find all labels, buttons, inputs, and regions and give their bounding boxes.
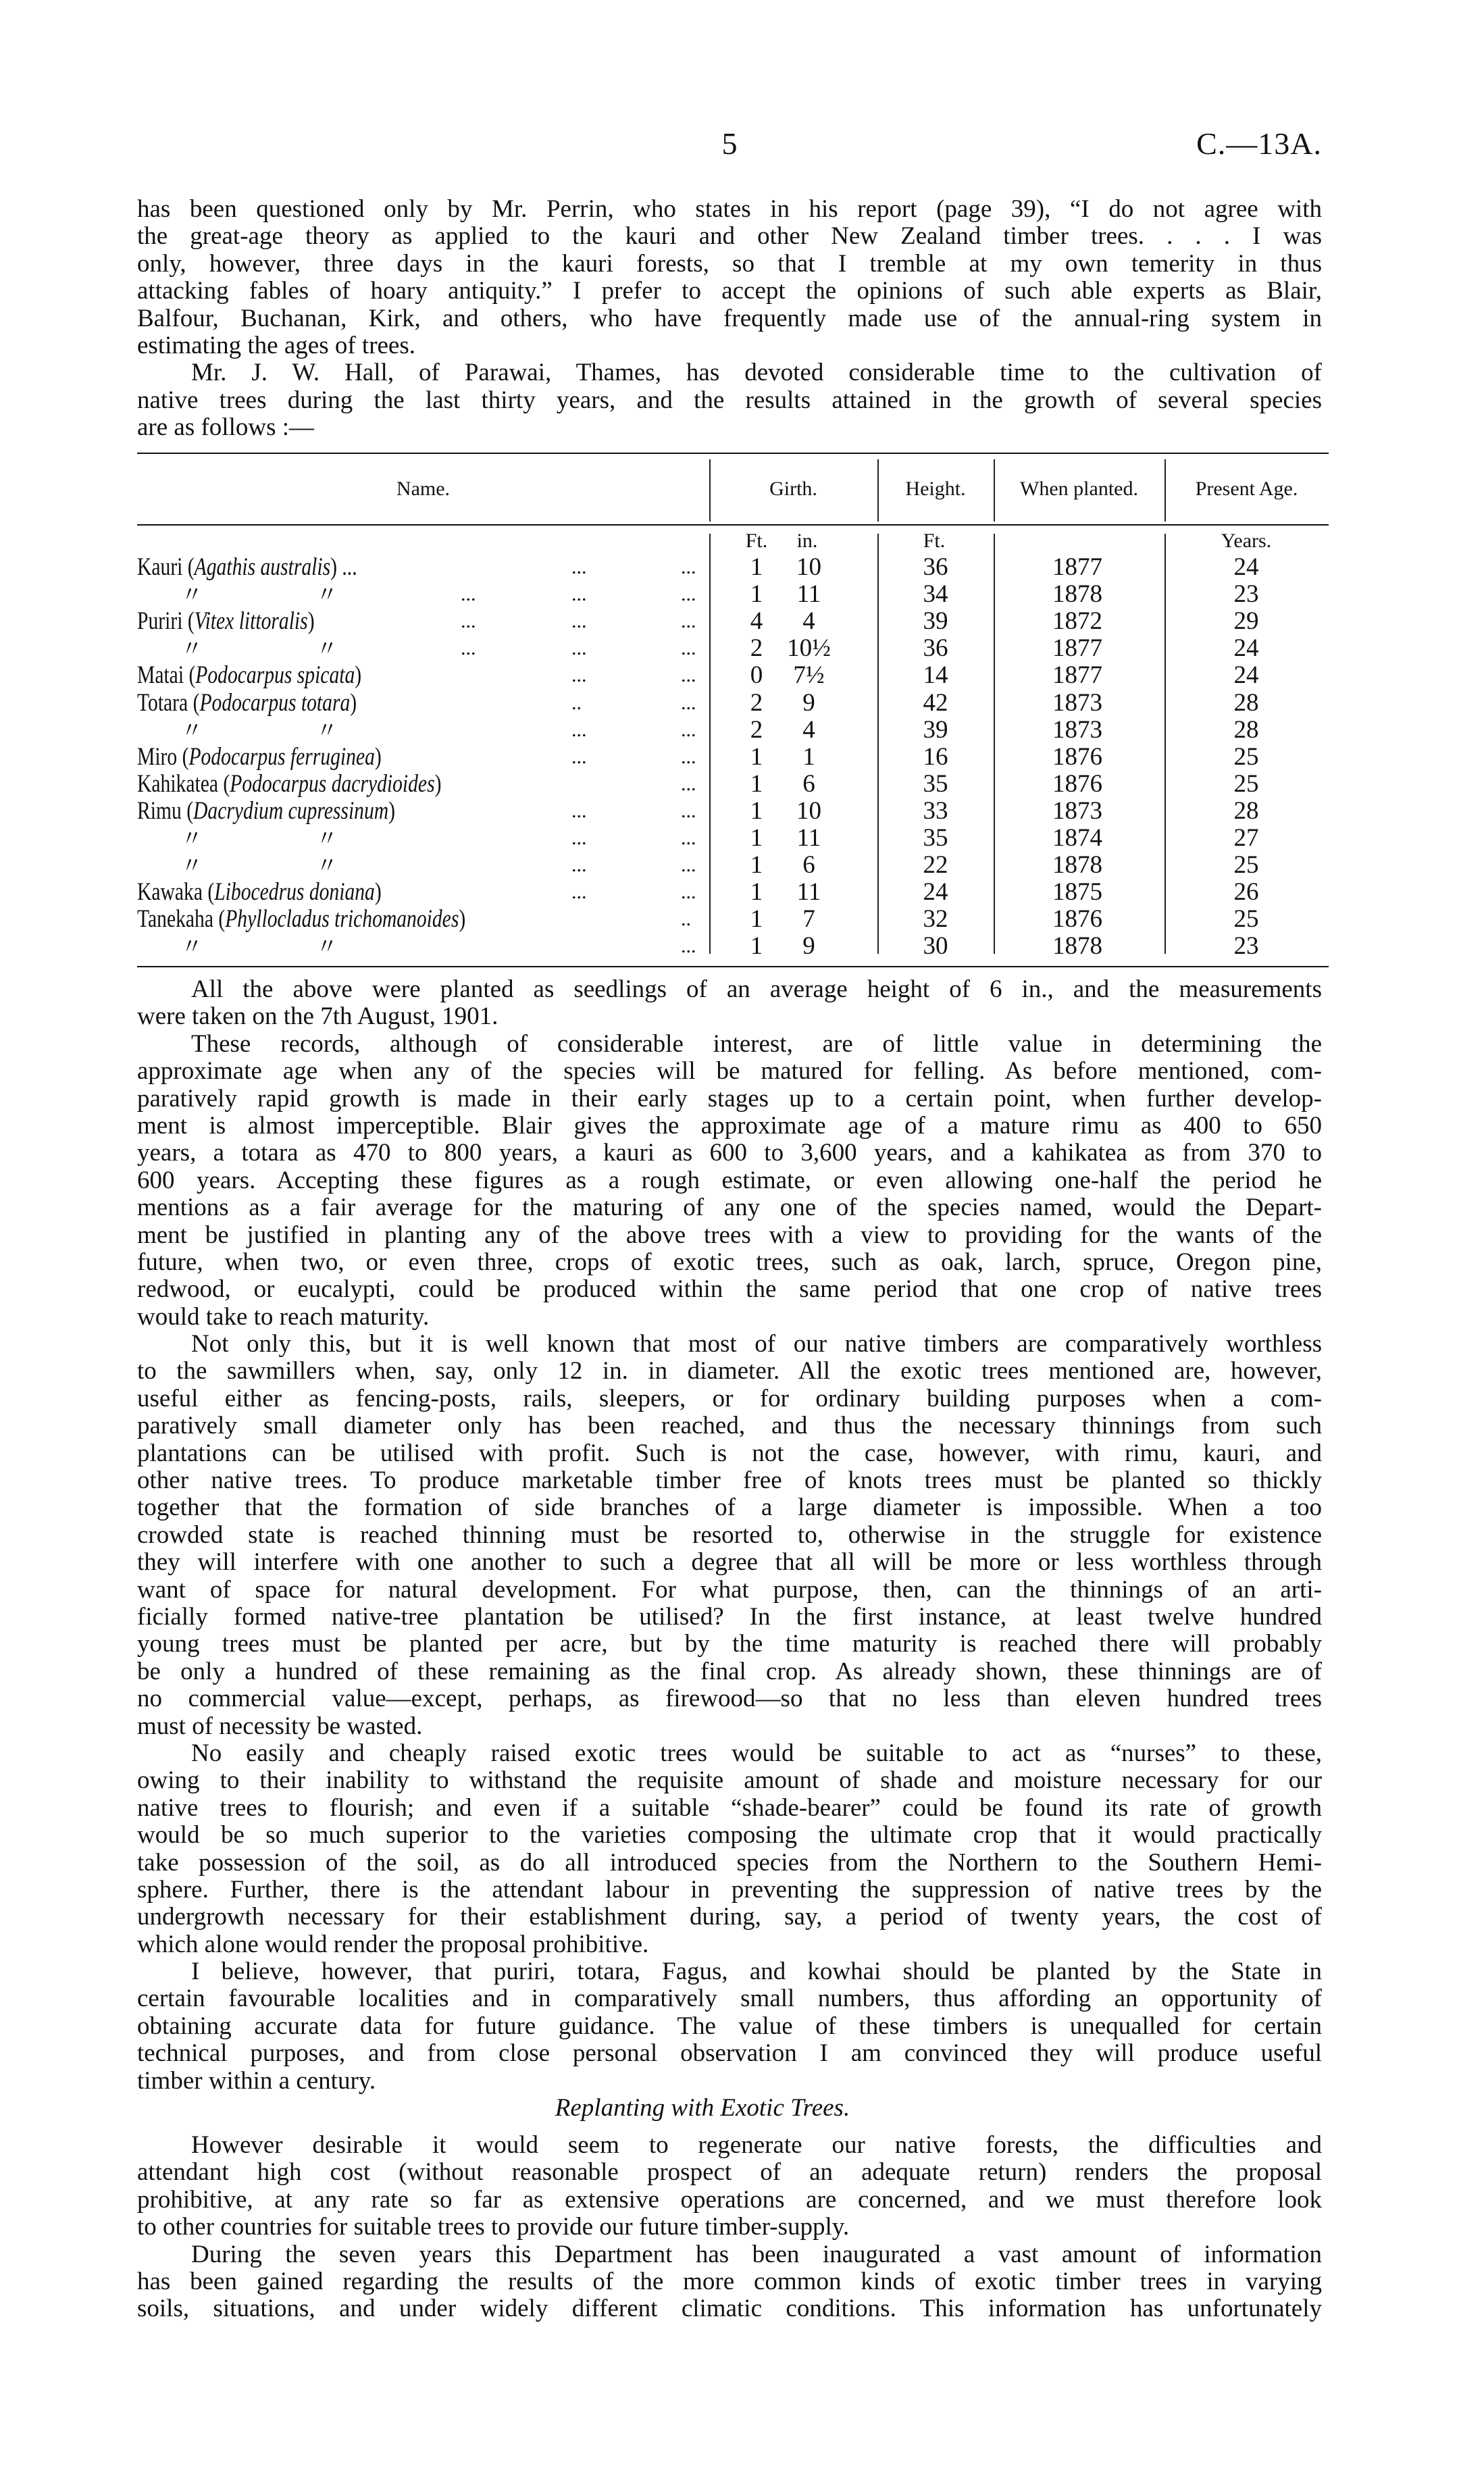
girth-inches: 4 [802, 715, 815, 744]
present-age: 23 [1233, 580, 1259, 609]
girth-inches: 11 [796, 878, 821, 907]
table-row [0, 933, 1484, 960]
year-planted: 1877 [1052, 661, 1102, 690]
leader-dots: ... [571, 881, 587, 904]
leader-dots: ... [571, 637, 587, 660]
girth-feet: 1 [750, 824, 763, 852]
text-line: prohibitive, at any rate so far as extensive operations are concerned, and we must therefore look [137, 2185, 1322, 2214]
year-planted: 1878 [1052, 851, 1102, 879]
girth-feet: 1 [750, 553, 763, 581]
height-feet: 39 [923, 607, 948, 636]
height-feet: 42 [923, 688, 948, 717]
common-name: Kahikatea ( [137, 769, 230, 798]
text-line: native trees to flourish; and even if a suitable “shade-bearer” could be found its rate of growth [137, 1793, 1322, 1822]
ditto-mark: 〃 [181, 853, 203, 878]
text-line: be only a hundred of these remaining as the final crop. As already shown, these thinnings are of [137, 1657, 1322, 1685]
text-line: owing to their inability to withstand the requisite amount of shade and moisture necessary for our [137, 1766, 1322, 1795]
girth-feet: 2 [750, 688, 763, 717]
leader-dots: ... [461, 583, 476, 606]
section-heading: Replanting with Exotic Trees. [555, 2094, 850, 2122]
paragraph [137, 976, 1322, 1031]
leader-dots: ... [681, 935, 696, 958]
species-name: Vitex littoralis [194, 607, 308, 636]
girth-inches: 1 [802, 742, 815, 771]
girth-inches: 9 [802, 688, 815, 717]
girth-inches: 6 [802, 851, 815, 879]
paragraph [137, 2241, 1322, 2323]
common-name: Miro ( [137, 742, 189, 771]
text-line: take possession of the soil, as do all introduced species from the Northern to the Southern Hemi- [137, 1848, 1322, 1877]
leader-dots: ... [571, 664, 587, 687]
girth-inches: 6 [802, 769, 815, 798]
text-line: attacking fables of hoary antiquity.” I prefer to accept the opinions of such able experts as Blair, [137, 277, 1322, 305]
text-line: attendant high cost (without reasonable prospect of an adequate return) renders the proposal [137, 2158, 1322, 2187]
common-name: Kawaka ( [137, 878, 215, 907]
name-suffix: ) [459, 905, 466, 934]
paragraph [137, 2132, 1322, 2241]
text-line: However desirable it would seem to regenerate our native forests, the difficulties and [191, 2131, 1322, 2159]
girth-feet: 2 [750, 715, 763, 744]
name-suffix: ) [434, 769, 442, 798]
present-age: 28 [1233, 688, 1259, 717]
document-reference: C.—13A. [1196, 126, 1322, 161]
text-line: obtaining accurate data for future guidance. The value of these timbers is unequalled for certain [137, 2012, 1322, 2040]
leader-dots: ... [571, 718, 587, 741]
ditto-mark: 〃 [181, 717, 203, 742]
tree-name [137, 662, 361, 689]
leader-dots: ... [571, 583, 587, 606]
year-planted: 1874 [1052, 824, 1102, 852]
common-name: Totara ( [137, 688, 200, 717]
text-line: undergrowth necessary for their establishment during, say, a period of twenty years, the cost of [137, 1903, 1322, 1931]
text-line: years, a totara as 470 to 800 years, a kauri as 600 to 3,600 years, and a kahikatea as from 370 to [137, 1139, 1322, 1167]
text-line: All the above were planted as seedlings of an average height of 6 in., and the measurements [191, 975, 1322, 1003]
text-line: certain favourable localities and in comparatively small numbers, thus affording an opportunity of [137, 1985, 1322, 2013]
present-age: 29 [1233, 607, 1259, 636]
height-feet: 24 [923, 878, 948, 907]
leader-dots: ... [571, 610, 587, 633]
girth-inches: 4 [802, 607, 815, 636]
height-feet: 32 [923, 905, 948, 934]
girth-feet: 0 [750, 661, 763, 690]
year-planted: 1873 [1052, 796, 1102, 825]
present-age: 26 [1233, 878, 1259, 907]
height-feet: 39 [923, 715, 948, 744]
text-line: no commercial value—except, perhaps, as firewood—so that no less than eleven hundred trees [137, 1685, 1322, 1713]
girth-feet: 1 [750, 851, 763, 879]
species-name: Phyllocladus trichomanoides [225, 905, 459, 934]
text-line: ment be justified in planting any of the above trees with a view to providing for the wants of the [137, 1221, 1322, 1249]
text-line: 600 years. Accepting these figures as a rough estimate, or even allowing one-half the period he [137, 1166, 1322, 1194]
common-name: Puriri ( [137, 607, 195, 636]
text-line: were taken on the 7th August, 1901. [137, 1002, 498, 1031]
text-line: native trees during the last thirty years, and the results attained in the growth of several species [137, 386, 1322, 414]
text-line: future, when two, or even three, crops of exotic trees, such as oak, larch, spruce, Oregon pine, [137, 1248, 1322, 1276]
text-line: to the sawmillers when, say, only 12 in. in diameter. All the exotic trees mentioned are, however, [137, 1357, 1322, 1385]
girth-inches: 9 [802, 932, 815, 961]
species-name: Podocarpus totara [199, 688, 351, 717]
table-row [0, 798, 1484, 825]
table-row [0, 879, 1484, 906]
leader-dots: ... [571, 799, 587, 822]
header-present-age: Present Age. [1195, 478, 1298, 500]
year-planted: 1878 [1052, 580, 1102, 609]
text-line: are as follows :— [137, 413, 315, 442]
unit-girth-in: in. [796, 530, 818, 552]
common-name: Matai ( [137, 661, 196, 690]
year-planted: 1873 [1052, 688, 1102, 717]
header-name: Name. [396, 478, 451, 500]
text-line: must of necessity be wasted. [137, 1712, 423, 1740]
girth-feet: 1 [750, 580, 763, 609]
girth-feet: 1 [750, 878, 763, 907]
tree-name [137, 771, 441, 798]
table-header-rule [137, 524, 1329, 526]
tree-name [137, 906, 465, 933]
leader-dots: ... [681, 583, 696, 606]
year-planted: 1876 [1052, 769, 1102, 798]
species-name: Agathis australis [194, 553, 331, 581]
height-feet: 36 [923, 553, 948, 581]
name-suffix: ) [388, 796, 396, 825]
ditto-mark: 〃 [181, 826, 203, 850]
year-planted: 1878 [1052, 932, 1102, 961]
text-line: has been gained regarding the results of the more common kinds of exotic timber trees in varying [137, 2267, 1322, 2295]
present-age: 25 [1233, 769, 1259, 798]
girth-inches: 11 [796, 824, 821, 852]
tree-name [137, 690, 357, 717]
table-row [0, 554, 1484, 581]
body-text [137, 976, 1322, 2122]
height-feet: 35 [923, 824, 948, 852]
text-line: crowded state is reached thinning must be resorted to, otherwise in the struggle for existence [137, 1521, 1322, 1549]
unit-height-ft: Ft. [923, 530, 946, 552]
header-girth: Girth. [769, 478, 817, 500]
text-line: paratively rapid growth is made in their early stages up to a certain point, when further develop- [137, 1084, 1322, 1113]
leader-dots: ... [681, 610, 696, 633]
name-suffix: ) [350, 688, 357, 717]
text-line: technical purposes, and from close personal observation I am convinced they will produce useful [137, 2039, 1322, 2068]
leader-dots: ... [681, 664, 696, 687]
ditto-mark: 〃 [181, 934, 203, 959]
name-suffix: ) [374, 878, 382, 907]
height-feet: 34 [923, 580, 948, 609]
table-row [0, 744, 1484, 771]
year-planted: 1875 [1052, 878, 1102, 907]
text-line: These records, although of considerable interest, are of little value in determining the [191, 1029, 1322, 1058]
tree-name [137, 798, 395, 825]
text-line: Not only this, but it is well known that most of our native timbers are comparatively worthless [191, 1330, 1322, 1358]
replanting-section-text [137, 2132, 1322, 2323]
table-row [0, 608, 1484, 635]
present-age: 24 [1233, 553, 1259, 581]
text-line: I believe, however, that puriri, totara, Fagus, and kowhai should be planted by the State in [191, 1958, 1322, 1986]
height-feet: 22 [923, 851, 948, 879]
girth-feet: 1 [750, 769, 763, 798]
text-line: soils, situations, and under widely different climatic conditions. This information has unfortunately [137, 2295, 1322, 2323]
leader-dots: ... [571, 827, 587, 849]
text-line: No easily and cheaply raised exotic trees would be suitable to act as “nurses” to these, [191, 1739, 1322, 1767]
leader-dots: ... [681, 691, 696, 714]
present-age: 23 [1233, 932, 1259, 961]
name-suffix: ) ... [330, 553, 357, 581]
ditto-mark: 〃 [316, 582, 338, 607]
header-when-planted: When planted. [1020, 478, 1138, 500]
text-line: approximate age when any of the species will be matured for felling. As before mentioned, com- [137, 1057, 1322, 1086]
tree-name [137, 744, 382, 771]
name-suffix: ) [355, 661, 362, 690]
species-name: Dacrydium cupressinum [193, 796, 389, 825]
leader-dots: ... [681, 718, 696, 741]
present-age: 28 [1233, 796, 1259, 825]
girth-feet: 2 [750, 634, 763, 663]
height-feet: 35 [923, 769, 948, 798]
girth-feet: 1 [750, 796, 763, 825]
text-line: Balfour, Buchanan, Kirk, and others, who have frequently made use of the annual-ring system in [137, 304, 1322, 332]
year-planted: 1872 [1052, 607, 1102, 636]
text-line: plantations can be utilised with profit. Such is not the case, however, with rimu, kauri, and [137, 1439, 1322, 1467]
text-line: the great-age theory as applied to the kauri and other New Zealand timber trees. . . . I was [137, 222, 1322, 251]
text-line: only, however, three days in the kauri forests, so that I tremble at my own temerity in thus [137, 249, 1322, 278]
girth-inches: 11 [796, 580, 821, 609]
unit-girth-ft: Ft. [745, 530, 768, 552]
present-age: 24 [1233, 634, 1259, 663]
year-planted: 1876 [1052, 905, 1102, 934]
leader-dots: ... [681, 854, 696, 877]
table-top-rule [137, 453, 1329, 454]
year-planted: 1877 [1052, 553, 1102, 581]
girth-feet: 1 [750, 905, 763, 934]
present-age: 25 [1233, 742, 1259, 771]
ditto-mark: 〃 [181, 636, 203, 661]
girth-inches: 10½ [787, 634, 831, 663]
header-height: Height. [905, 478, 966, 500]
table-row [0, 771, 1484, 798]
leader-dots: .. [681, 908, 691, 931]
ditto-mark: 〃 [316, 934, 338, 959]
paragraph [137, 1331, 1322, 1740]
ditto-mark: 〃 [316, 826, 338, 850]
paragraph [137, 1958, 1322, 2095]
girth-inches: 7 [802, 905, 815, 934]
girth-inches: 10 [796, 796, 821, 825]
text-line: paratively small diameter only has been reached, and thus the necessary thinnings from such [137, 1412, 1322, 1440]
girth-inches: 7½ [793, 661, 825, 690]
name-suffix: ) [374, 742, 382, 771]
leader-dots: ... [681, 799, 696, 822]
height-feet: 33 [923, 796, 948, 825]
text-line: Mr. J. W. Hall, of Parawai, Thames, has devoted considerable time to the cultivation of [191, 359, 1322, 387]
year-planted: 1873 [1052, 715, 1102, 744]
leader-dots: ... [571, 745, 587, 768]
table-row [0, 825, 1484, 852]
common-name: Rimu ( [137, 796, 194, 825]
table-row [0, 717, 1484, 744]
text-line: want of space for natural development. For what purpose, then, can the thinnings of an arti- [137, 1575, 1322, 1604]
text-line: useful either as fencing-posts, rails, sleepers, or for ordinary building purposes when a com- [137, 1384, 1322, 1412]
ditto-mark: 〃 [316, 853, 338, 878]
unit-age-years: Years. [1221, 530, 1272, 552]
text-line: they will interfere with one another to such a degree that all will be more or less worthless through [137, 1548, 1322, 1577]
height-feet: 16 [923, 742, 948, 771]
page-number: 5 [721, 126, 738, 161]
text-line: together that the formation of side branches of a large diameter is impossible. When a too [137, 1494, 1322, 1522]
species-name: Libocedrus doniana [214, 878, 375, 907]
leader-dots: ... [681, 827, 696, 849]
leader-dots: ... [461, 610, 476, 633]
text-line: During the seven years this Department has been inaugurated a vast amount of information [191, 2240, 1322, 2268]
paragraph [137, 1740, 1322, 1958]
species-name: Podocarpus spicata [195, 661, 355, 690]
text-line: sphere. Further, there is the attendant labour in preventing the suppression of native trees by the [137, 1875, 1322, 1904]
species-name: Podocarpus dacrydioides [230, 769, 435, 798]
text-line: timber within a century. [137, 2066, 376, 2095]
girth-feet: 1 [750, 742, 763, 771]
leader-dots: ... [681, 637, 696, 660]
leader-dots: ... [681, 772, 696, 795]
present-age: 25 [1233, 905, 1259, 934]
leader-dots: ... [681, 881, 696, 904]
leader-dots: ... [571, 854, 587, 877]
ditto-mark: 〃 [181, 582, 203, 607]
ditto-mark: 〃 [316, 636, 338, 661]
text-line: would be so much superior to the varieties composing the ultimate crop that it would practically [137, 1821, 1322, 1850]
tree-name [137, 554, 357, 581]
height-feet: 36 [923, 634, 948, 663]
girth-feet: 1 [750, 932, 763, 961]
present-age: 27 [1233, 824, 1259, 852]
height-feet: 14 [923, 661, 948, 690]
tree-growth-table [0, 0, 1484, 986]
table-row [0, 581, 1484, 608]
text-line: mentions as a fair average for the maturing of any one of the species named, would the Depart- [137, 1194, 1322, 1222]
leader-dots: .. [571, 691, 582, 714]
leader-dots: ... [681, 745, 696, 768]
height-feet: 30 [923, 932, 948, 961]
common-name: Tanekaha ( [137, 905, 226, 934]
year-planted: 1877 [1052, 634, 1102, 663]
table-row [0, 690, 1484, 717]
text-line: estimating the ages of trees. [137, 331, 416, 359]
leader-dots: ... [461, 637, 476, 660]
present-age: 28 [1233, 715, 1259, 744]
girth-feet: 4 [750, 607, 763, 636]
text-line: ficially formed native-tree plantation be utilised? In the first instance, at least twelve hundred [137, 1602, 1322, 1631]
common-name: Kauri ( [137, 553, 195, 581]
text-line: would take to reach maturity. [137, 1302, 430, 1331]
present-age: 24 [1233, 661, 1259, 690]
present-age: 25 [1233, 851, 1259, 879]
text-line: has been questioned only by Mr. Perrin, who states in his report (page 39), “I do not agree with [137, 195, 1322, 223]
tree-name [137, 608, 315, 635]
name-suffix: ) [307, 607, 315, 636]
table-bottom-rule [137, 966, 1329, 967]
text-line: which alone would render the proposal prohibitive. [137, 1930, 649, 1958]
text-line: redwood, or eucalypti, could be produced within the same period that one crop of native trees [137, 1275, 1322, 1304]
ditto-mark: 〃 [316, 717, 338, 742]
leader-dots: ... [571, 556, 587, 578]
text-line: young trees must be planted per acre, but by the time maturity is reached there will probably [137, 1630, 1322, 1658]
table-row [0, 662, 1484, 689]
species-name: Podocarpus ferruginea [188, 742, 375, 771]
text-line: to other countries for suitable trees to provide our future timber-supply. [137, 2213, 850, 2241]
table-row [0, 635, 1484, 662]
table-row [0, 906, 1484, 933]
girth-inches: 10 [796, 553, 821, 581]
leader-dots: ... [681, 556, 696, 578]
table-row [0, 852, 1484, 879]
tree-name [137, 879, 382, 906]
paragraph [137, 1031, 1322, 1331]
text-line: other native trees. To produce marketable timber free of knots trees must be planted so thickly [137, 1467, 1322, 1495]
text-line: ment is almost imperceptible. Blair gives the approximate age of a mature rimu as 400 to 650 [137, 1111, 1322, 1140]
year-planted: 1876 [1052, 742, 1102, 771]
